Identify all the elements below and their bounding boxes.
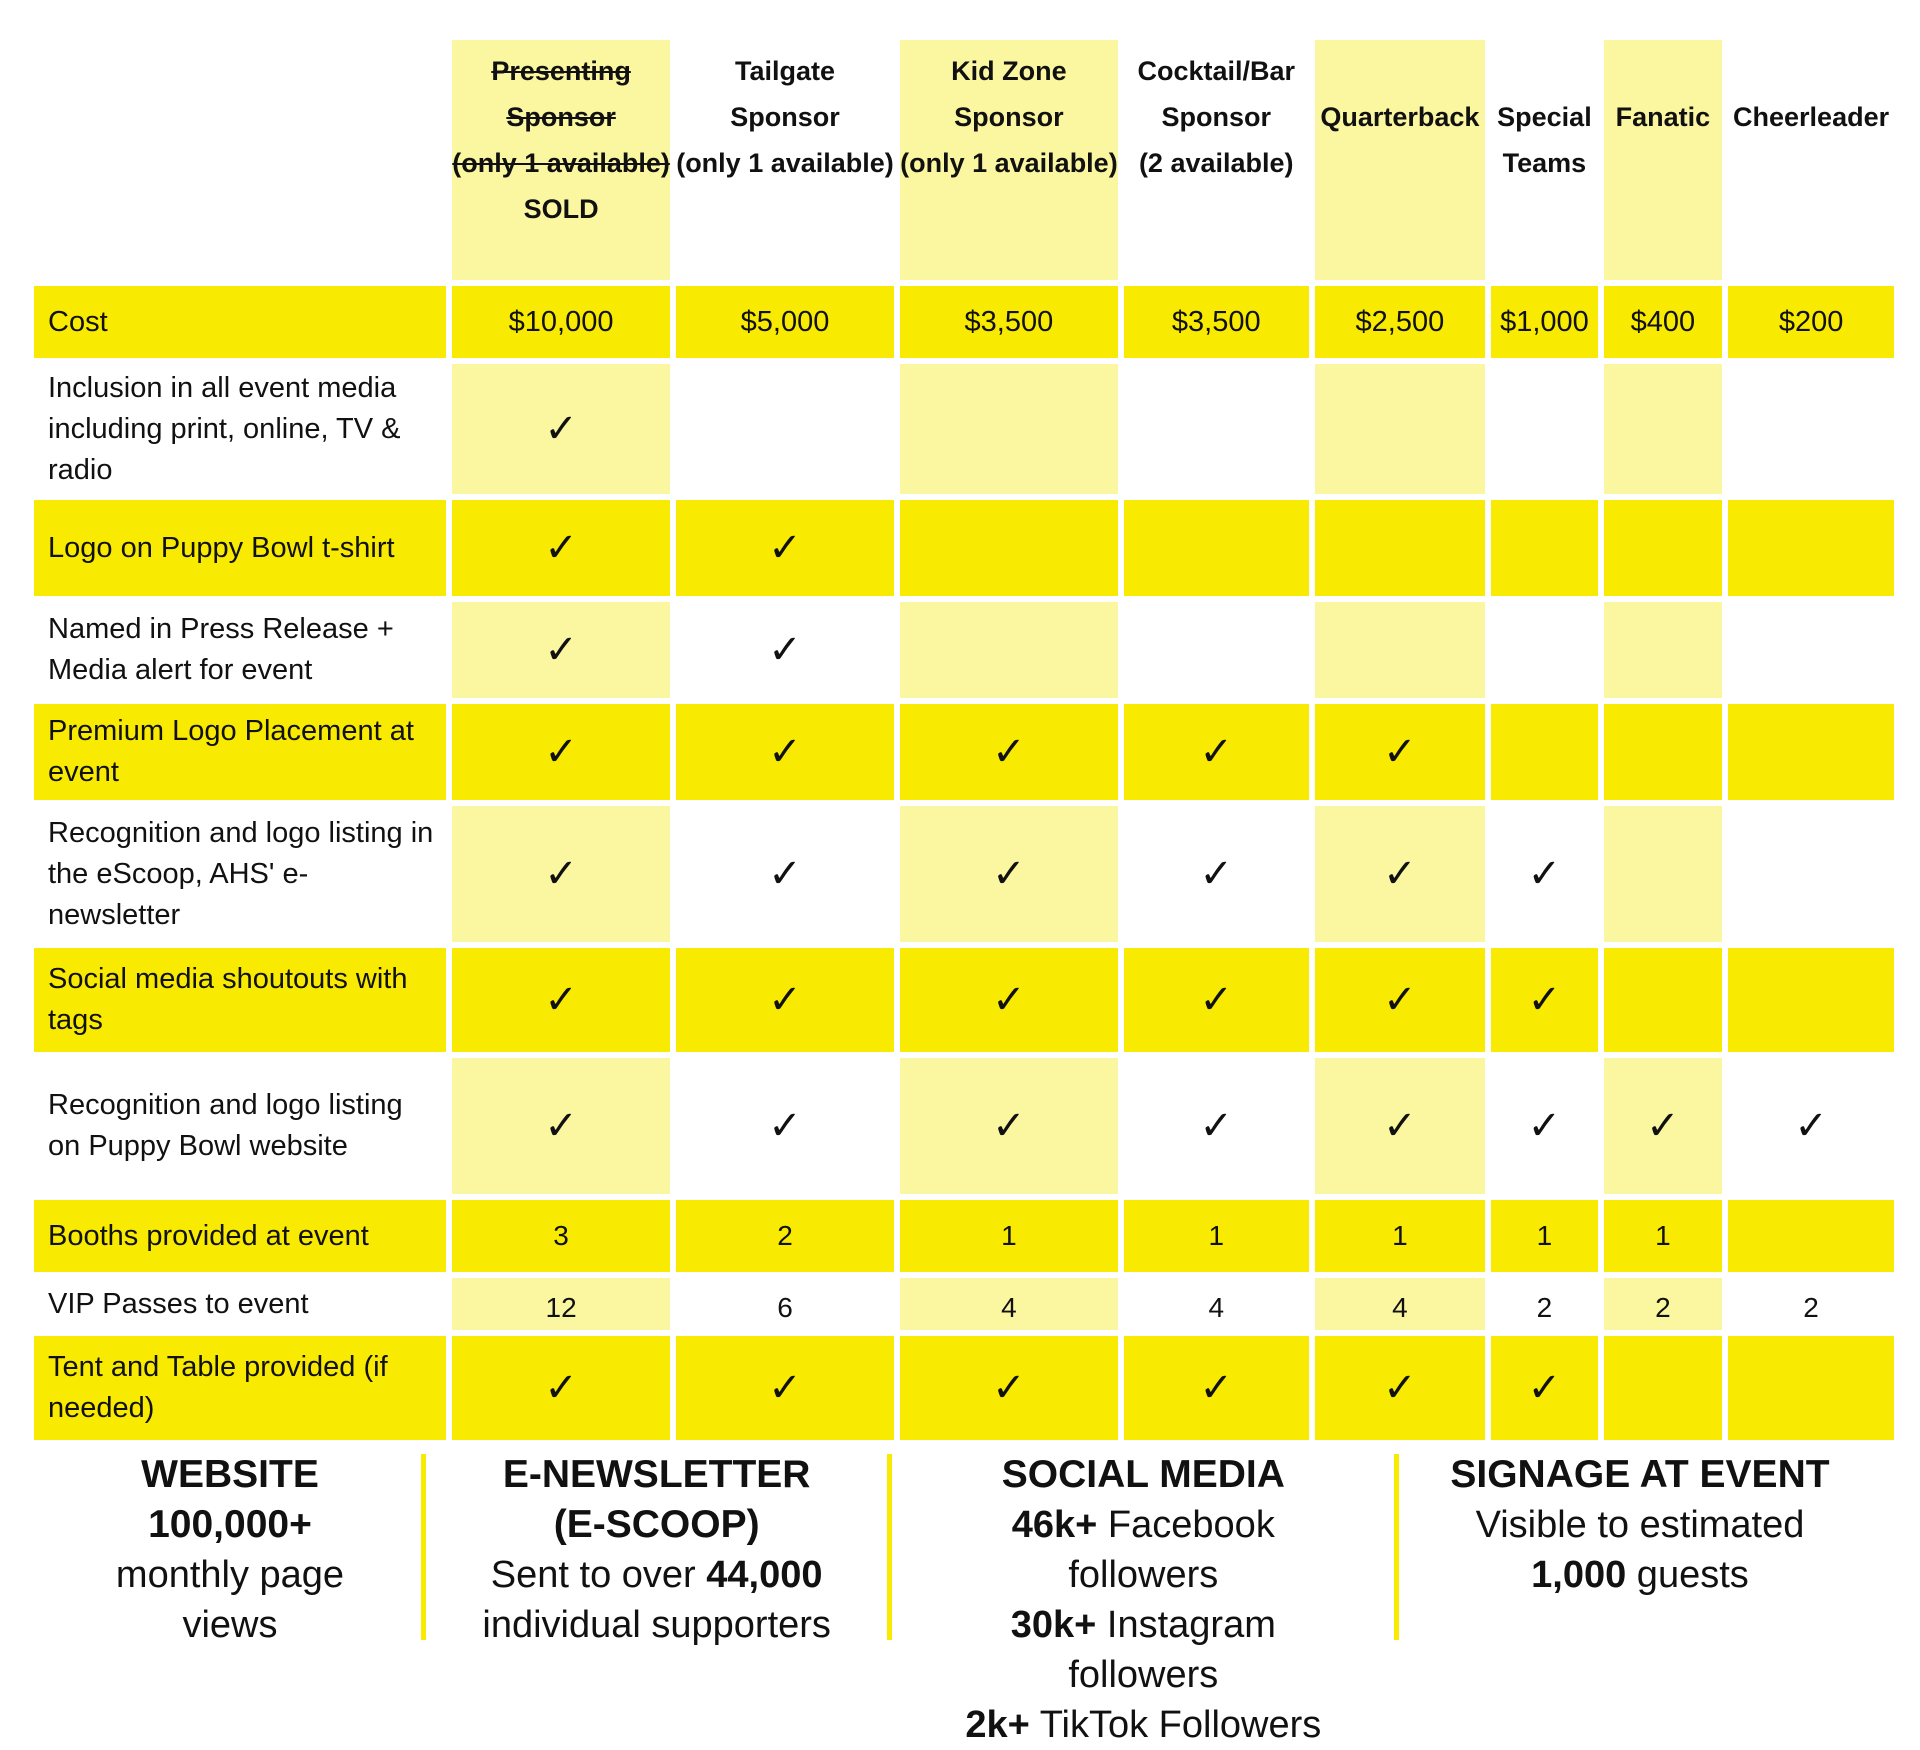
check-cell [676,500,894,596]
check-cell [1491,1058,1598,1194]
check-cell [676,1336,894,1440]
checkmark-icon: ✓ [1383,978,1417,1022]
presenting-line2: Sponsor [506,102,616,132]
vip-value: 4 [1315,1278,1486,1330]
header-presenting-sponsor [452,40,670,280]
checkmark-icon: ✓ [1199,978,1233,1022]
booths-value [1728,1200,1894,1272]
website-label: Recognition and logo listing on Puppy Bowl website [34,1058,446,1194]
stat-social-title: SOCIAL MEDIA [1001,1453,1285,1496]
check-cell [1728,1058,1894,1194]
empty-cell [1604,704,1722,800]
divider [887,1454,892,1640]
quarterback-line1: Quarterback [1320,102,1480,132]
checkmark-icon: ✓ [544,852,578,896]
stat-signage-line1: Visible to estimated [1475,1504,1805,1546]
booths-value: 3 [452,1200,670,1272]
premium-row [34,704,1894,800]
header-special-teams [1491,40,1598,280]
tailgate-line1: Tailgate [734,56,836,86]
checkmark-icon: ✓ [1527,1366,1562,1410]
social-label: Social media shoutouts with tags [34,948,446,1052]
social-row [34,948,1894,1052]
tent-label: Tent and Table provided (if needed) [34,1336,446,1440]
empty-cell [1124,500,1309,596]
vip-value: 6 [676,1278,894,1330]
stat-newsletter-line2: individual supporters [482,1604,831,1646]
checkmark-icon: ✓ [768,628,802,672]
kidzone-line3: (only 1 available) [900,148,1118,178]
check-cell [1491,806,1598,942]
special-line2: Teams [1502,148,1587,178]
cost-label: Cost [34,286,446,358]
website-row [34,1058,1894,1194]
escoop-label: Recognition and logo listing in the eScoop, AHS' e-newsletter [34,806,446,942]
check-cell [900,704,1118,800]
cheerleader-line1: Cheerleader [1733,102,1890,132]
check-cell [900,806,1118,942]
empty-cell [1124,364,1309,494]
cost-row [34,286,1894,358]
check-cell [1315,806,1486,942]
booths-label: Booths provided at event [34,1200,446,1272]
check-cell [452,1058,670,1194]
presenting-line3: (only 1 available) [452,148,670,178]
stat-signage-title: SIGNAGE AT EVENT [1450,1453,1830,1496]
presenting-line1: Presenting [491,56,631,86]
cost-value: $1,000 [1491,286,1598,358]
header-cheerleader [1728,40,1894,280]
check-cell [452,500,670,596]
empty-cell [900,602,1118,698]
media-label: Inclusion in all event media including print, online, TV & radio [34,364,446,494]
check-cell [1315,1336,1486,1440]
stat-newsletter-title2: (E-SCOOP) [553,1503,760,1546]
check-cell [676,704,894,800]
check-cell [1315,1058,1486,1194]
checkmark-icon: ✓ [1383,730,1417,774]
empty-cell [1604,364,1722,494]
checkmark-icon: ✓ [992,852,1026,896]
checkmark-icon: ✓ [768,1104,802,1148]
empty-cell [1604,806,1722,942]
header-row [34,40,1894,280]
cost-value: $3,500 [900,286,1118,358]
vip-value: 12 [452,1278,670,1330]
checkmark-icon: ✓ [544,1104,578,1148]
tshirt-row [34,500,1894,596]
divider [421,1454,426,1640]
checkmark-icon: ✓ [992,1366,1026,1410]
checkmark-icon: ✓ [1383,1366,1417,1410]
vip-value: 2 [1728,1278,1894,1330]
vip-value: 4 [900,1278,1118,1330]
stat-website-line1: monthly page [115,1554,345,1596]
cost-value: $2,500 [1315,286,1486,358]
cocktail-line3: (2 available) [1138,148,1294,178]
cost-value: $200 [1728,286,1894,358]
empty-cell [1491,704,1598,800]
vip-value: 4 [1124,1278,1309,1330]
empty-cell [1604,602,1722,698]
booths-value: 1 [1491,1200,1598,1272]
kidzone-line1: Kid Zone [951,56,1067,86]
check-cell [676,948,894,1052]
empty-cell [676,364,894,494]
header-fanatic [1604,40,1722,280]
header-cocktail-sponsor [1124,40,1309,280]
header-quarterback [1315,40,1486,280]
header-kidzone-sponsor [900,40,1118,280]
vip-value: 2 [1604,1278,1722,1330]
stat-signage-line2: guests [1626,1554,1749,1596]
stat-signage [1440,1450,1840,1600]
divider [1394,1454,1399,1640]
check-cell [452,602,670,698]
press-label: Named in Press Release + Media alert for event [34,602,446,698]
empty-cell [1728,364,1894,494]
cost-value: $10,000 [452,286,670,358]
stat-newsletter-title: E-NEWSLETTER [502,1453,811,1496]
cocktail-line2: Sponsor [1161,102,1271,132]
empty-cell [1728,1336,1894,1440]
check-cell [1491,948,1598,1052]
check-cell [676,1058,894,1194]
empty-cell [900,500,1118,596]
checkmark-icon: ✓ [992,1104,1026,1148]
tailgate-line2: Sponsor [730,102,840,132]
checkmark-icon: ✓ [768,730,802,774]
checkmark-icon: ✓ [1199,1366,1233,1410]
check-cell [1315,948,1486,1052]
stat-tiktok-number: 2k+ [965,1704,1030,1746]
booths-value: 1 [1604,1200,1722,1272]
check-cell [452,806,670,942]
booths-value: 1 [1315,1200,1486,1272]
check-cell [1124,704,1309,800]
stat-newsletter-number: 44,000 [706,1554,823,1596]
empty-cell [1728,806,1894,942]
checkmark-icon: ✓ [544,526,578,570]
empty-cell [1315,500,1486,596]
check-cell [676,602,894,698]
stat-website-title: WEBSITE [141,1453,319,1496]
check-cell [676,806,894,942]
checkmark-icon: ✓ [544,978,578,1022]
check-cell [1604,1058,1722,1194]
checkmark-icon: ✓ [768,978,802,1022]
stat-website [80,1450,380,1650]
check-cell [1124,1058,1309,1194]
cost-value: $400 [1604,286,1722,358]
tent-row [34,1336,1894,1440]
sold-label: SOLD [523,194,599,224]
kidzone-line2: Sponsor [954,102,1064,132]
check-cell [1124,1336,1309,1440]
vip-label: VIP Passes to event [34,1278,446,1330]
checkmark-icon: ✓ [768,1366,802,1410]
empty-cell [1315,602,1486,698]
stat-newsletter-pre: Sent to over [490,1554,707,1596]
checkmark-icon: ✓ [1527,1104,1562,1148]
empty-cell [900,364,1118,494]
sponsorship-table [28,34,1900,1446]
tailgate-line3: (only 1 available) [676,148,894,178]
check-cell [452,1336,670,1440]
empty-cell [1124,602,1309,698]
tshirt-label: Logo on Puppy Bowl t-shirt [34,500,446,596]
booths-value: 2 [676,1200,894,1272]
check-cell [1315,704,1486,800]
check-cell [452,948,670,1052]
checkmark-icon: ✓ [1383,1104,1417,1148]
special-line1: Special [1497,102,1592,132]
checkmark-icon: ✓ [1527,852,1562,896]
checkmark-icon: ✓ [768,852,802,896]
checkmark-icon: ✓ [1199,852,1233,896]
press-row [34,602,1894,698]
stat-facebook-text: Facebook followers [1068,1504,1275,1596]
check-cell [452,364,670,494]
booths-row [34,1200,1894,1272]
cost-value: $5,000 [676,286,894,358]
stat-website-number: 100,000+ [148,1503,312,1546]
cost-value: $3,500 [1124,286,1309,358]
header-tailgate-sponsor [676,40,894,280]
checkmark-icon: ✓ [544,730,578,774]
check-cell [900,1058,1118,1194]
checkmark-icon: ✓ [1199,730,1233,774]
empty-cell [1728,500,1894,596]
empty-cell [1491,364,1598,494]
empty-cell [1728,602,1894,698]
checkmark-icon: ✓ [992,978,1026,1022]
checkmark-icon: ✓ [768,526,802,570]
check-cell [1124,948,1309,1052]
empty-cell [1491,602,1598,698]
header-empty-corner [34,40,446,280]
reach-stats [80,1450,1840,1746]
checkmark-icon: ✓ [1646,1104,1680,1148]
booths-value: 1 [1124,1200,1309,1272]
stat-facebook-number: 46k+ [1011,1504,1098,1546]
empty-cell [1491,500,1598,596]
checkmark-icon: ✓ [1383,852,1417,896]
stat-social [933,1450,1353,1750]
media-row [34,364,1894,494]
check-cell [452,704,670,800]
stat-signage-number: 1,000 [1531,1554,1627,1596]
empty-cell [1604,1336,1722,1440]
stat-tiktok-text: TikTok Followers [1029,1704,1322,1746]
checkmark-icon: ✓ [544,407,578,451]
stat-newsletter [467,1450,847,1650]
empty-cell [1315,364,1486,494]
empty-cell [1604,948,1722,1052]
empty-cell [1728,704,1894,800]
premium-label: Premium Logo Placement at event [34,704,446,800]
fanatic-line1: Fanatic [1615,102,1711,132]
checkmark-icon: ✓ [992,730,1026,774]
check-cell [1491,1336,1598,1440]
booths-value: 1 [900,1200,1118,1272]
checkmark-icon: ✓ [544,628,578,672]
checkmark-icon: ✓ [1794,1104,1828,1148]
escoop-row [34,806,1894,942]
stat-instagram-number: 30k+ [1010,1604,1097,1646]
cocktail-line1: Cocktail/Bar [1137,56,1296,86]
vip-row [34,1278,1894,1330]
check-cell [900,948,1118,1052]
checkmark-icon: ✓ [1527,978,1562,1022]
check-cell [900,1336,1118,1440]
stat-instagram-text: Instagram followers [1068,1604,1276,1696]
empty-cell [1604,500,1722,596]
checkmark-icon: ✓ [544,1366,578,1410]
empty-cell [1728,948,1894,1052]
stat-website-line2: views [182,1604,278,1646]
checkmark-icon: ✓ [1199,1104,1233,1148]
vip-value: 2 [1491,1278,1598,1330]
check-cell [1124,806,1309,942]
